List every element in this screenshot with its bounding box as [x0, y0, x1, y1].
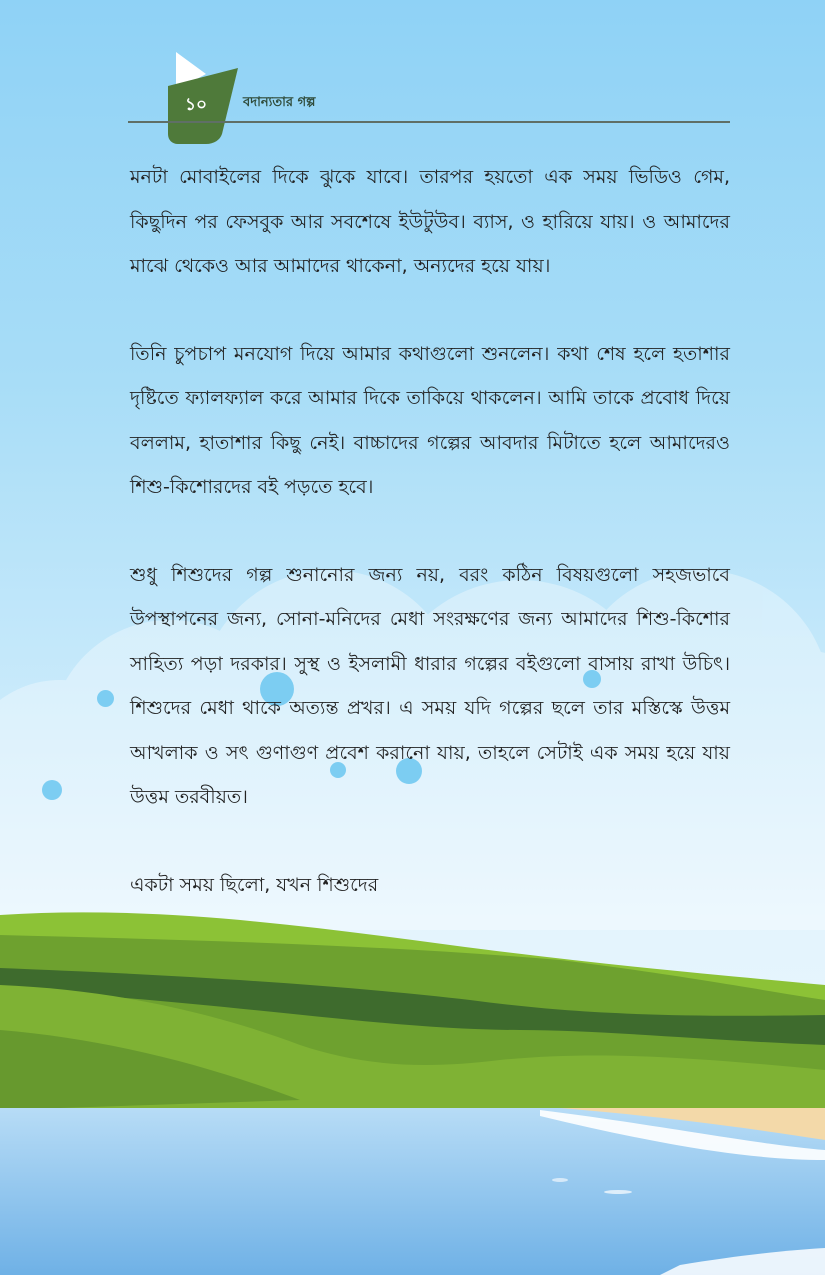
page-number-tab: [0, 0, 825, 160]
water-shade: [0, 1108, 825, 1275]
page-number: ১০: [184, 95, 208, 115]
bubble-decoration: [97, 690, 114, 707]
body-text: [130, 155, 730, 950]
paragraph-1: মনটা মোবাইলের দিকে ঝুকে যাবে। তারপর হয়তো এক সময় ভিডিও গেম, কিছুদিন পর ফেসবুক আর সবশেষে ইউটুউব। ব্যাস, ও হারিয়ে যায়। ও আমাদের মাঝে থেকেও আর আমাদের থাকেনা, অন্যদের হয়ে যায়।: [130, 166, 730, 277]
header-rule: [128, 121, 730, 123]
bubble-decoration: [42, 780, 62, 800]
paragraph-3: শুধু শিশুদের গল্প শুনানোর জন্য নয়, বরং কঠিন বিষয়গুলো সহজভাবে উপস্থাপনের জন্য, সোনা-মনিদের মেধা সংরক্ষণের জন্য আমাদের শিশু-কিশোর সাহিত্য পড়া দরকার। সুস্থ ও ইসলামী ধারার গল্পের বইগুলো বাসায় রাখা উচিৎ। শিশুদের মেধা থাকে অত্যন্ত প্রখর। এ সময় যদি গল্পের ছলে তার মস্তিস্কে উত্তম আখলাক ও সৎ গুণাগুণ প্রবেশ করানো যায়, তাহলে সেটাই এক সময় হয়ে যায় উত্তম তরবীয়ত।: [130, 563, 730, 808]
paragraph-2: তিনি চুপচাপ মনযোগ দিয়ে আমার কথাগুলো শুনলেন। কথা শেষ হলে হতাশার দৃষ্টিতে ফ্যালফ্যাল করে আমার দিকে তাকিয়ে থাকলেন। আমি তাকে প্রবোধ দিয়ে বললাম, হাতাশার কিছু নেই। বাচ্চাদের গল্পের আবদার মিটাতে হলে আমাদেরও শিশু-কিশোরদের বই পড়তে হবে।: [130, 342, 730, 498]
paragraph-4: একটা সময় ছিলো, যখন শিশুদের: [130, 873, 379, 896]
running-title: বদান্যতার গল্প: [243, 95, 316, 110]
